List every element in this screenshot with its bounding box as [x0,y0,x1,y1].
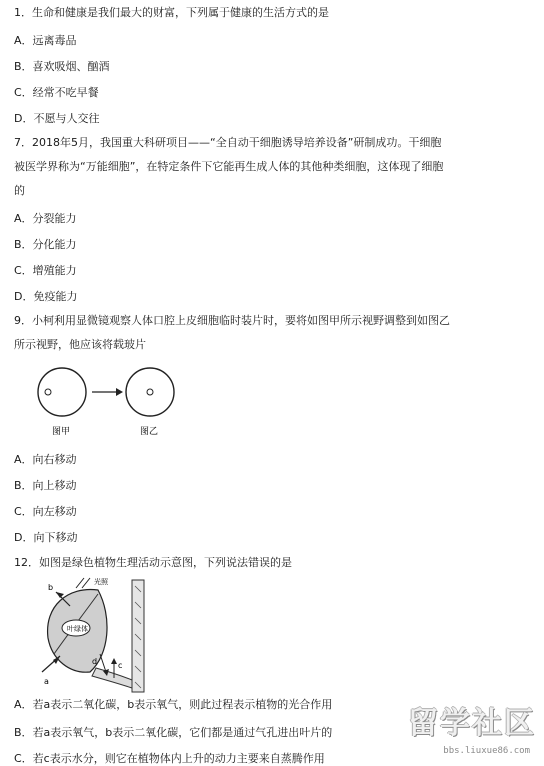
q9-option-d: D．向下移动 [14,531,78,544]
label-jia: 图甲 [52,427,71,437]
leaf-petiole [92,668,132,688]
q12-option-b: B．若a表示氧气，b表示二氧化碳，它们都是通过气孔进出叶片的 [14,726,333,739]
sunlight-icon [76,578,90,588]
label-a: a [44,677,49,686]
arrow-icon [116,388,123,396]
q9-stem-line-2: 所示视野，他应该将载玻片 [14,338,146,351]
microscope-field-figure [30,362,200,442]
q7-option-d: D．免疫能力 [14,290,78,303]
field-yi-cell [147,389,153,395]
arrow-b-head [56,592,64,598]
q1-option-a: A．远离毒品 [14,34,77,47]
label-b: b [48,583,54,592]
q7-stem-line-1: 7．2018年5月，我国重大科研项目——“全自动干细胞诱导培养设备”研制成功。干细胞 [14,136,442,149]
q1-option-c: C．经常不吃早餐 [14,86,99,99]
q9-stem-line-1: 9．小柯利用显微镜观察人体口腔上皮细胞临时装片时，要将如图甲所示视野调整到如图乙 [14,314,450,327]
q7-option-b: B．分化能力 [14,238,77,251]
q7-stem-line-2: 被医学界称为“万能细胞”，在特定条件下它能再生成人体的其他种类细胞，这体现了细胞 [14,160,444,173]
q12-option-a: A．若a表示二氧化碳，b表示氧气，则此过程表示植物的光合作用 [14,698,333,711]
q9-option-c: C．向左移动 [14,505,77,518]
q1-stem: 1．生命和健康是我们最大的财富，下列属于健康的生活方式的是 [14,6,329,19]
q7-option-c: C．增殖能力 [14,264,77,277]
plant-physiology-figure [40,576,162,694]
q9-option-a: A．向右移动 [14,453,77,466]
field-jia-cell [45,389,51,395]
q1-option-b: B．喜欢吸烟、酗酒 [14,60,110,73]
label-chloroplast: 叶绿体 [67,625,88,633]
q7-option-a: A．分裂能力 [14,212,77,225]
arrow-c-head [111,658,117,664]
q12-option-c: C．若c表示水分，则它在植物体内上升的动力主要来自蒸腾作用 [14,752,325,765]
q7-stem-line-3: 的 [14,184,25,197]
q1-option-d: D．不愿与人交往 [14,112,100,125]
label-d: d [92,657,98,666]
label-light: 光照 [94,578,108,586]
plant-stem [132,580,144,692]
watermark-logo: 留学社区 [408,706,536,741]
watermark-url: bbs.liuxue86.com [443,746,530,756]
label-c: c [118,661,123,670]
field-yi-circle [126,368,174,416]
q12-stem: 12．如图是绿色植物生理活动示意图，下列说法错误的是 [14,556,292,569]
label-yi: 图乙 [140,427,159,437]
q9-option-b: B．向上移动 [14,479,77,492]
